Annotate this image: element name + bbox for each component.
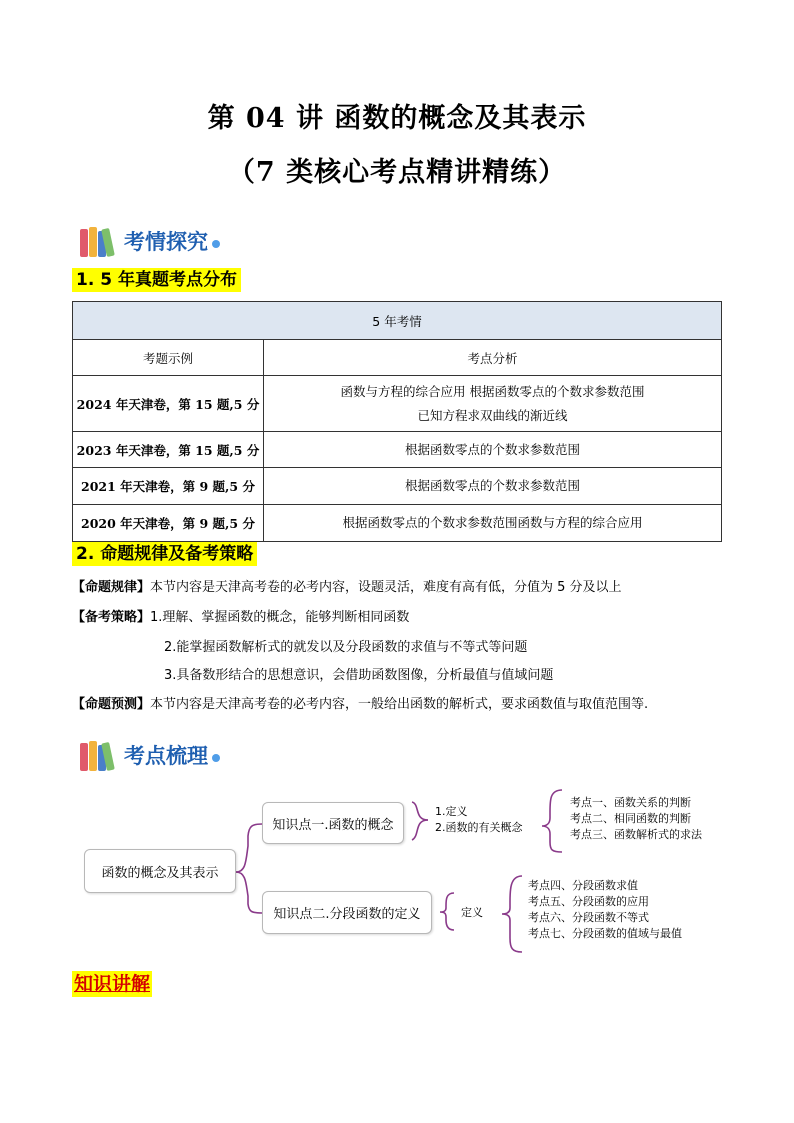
mindmap-leaf: 考点一、函数关系的判断 bbox=[570, 796, 691, 809]
bracket-b2-leaves bbox=[502, 876, 522, 952]
bracket-root-top bbox=[236, 824, 262, 872]
row-analysis: 根据函数零点的个数求参数范围 bbox=[264, 468, 722, 505]
row-example: 2023 年天津卷，第 15 题,5 分 bbox=[73, 432, 264, 468]
mindmap-leaf: 考点五、分段函数的应用 bbox=[528, 895, 649, 908]
analysis-line: 已知方程求双曲线的渐近线 bbox=[417, 407, 568, 423]
strategy-item-3: 3.具备数形结合的思想意识，会借助函数图像，分析最值与值域问题 bbox=[164, 668, 554, 683]
mindmap-branch-2: 知识点二.分段函数的定义 bbox=[262, 891, 432, 934]
strategy-item-2: 2.能掌握函数解析式的就发以及分段函数的求值与不等式等问题 bbox=[164, 640, 528, 655]
predict-label: 【命题预测】 bbox=[72, 697, 151, 712]
mindmap-leaf: 考点二、相同函数的判断 bbox=[570, 812, 691, 825]
row-analysis: 根据函数零点的个数求参数范围函数与方程的综合应用 bbox=[264, 505, 722, 542]
bracket-b1 bbox=[412, 820, 428, 840]
banner-label: 考情探究 bbox=[124, 230, 208, 254]
mindmap-sub: 定义 bbox=[461, 906, 483, 919]
page-subtitle: （7 类核心考点精讲精练） bbox=[227, 157, 567, 188]
analysis-line: 函数与方程的综合应用 根据函数零点的个数求参数范围 bbox=[340, 383, 645, 399]
mindmap-sub: 2.函数的有关概念 bbox=[435, 821, 523, 834]
row-analysis: 根据函数零点的个数求参数范围 bbox=[264, 432, 722, 468]
bracket-b2 bbox=[440, 893, 454, 930]
mindmap-leaf: 考点四、分段函数求值 bbox=[528, 879, 638, 892]
mindmap-sub: 1.定义 bbox=[435, 805, 468, 818]
row-example: 2020 年天津卷，第 9 题,5 分 bbox=[73, 505, 264, 542]
rule-text: 本节内容是天津高考卷的必考内容，设题灵活，难度有高有低，分值为 5 分及以上 bbox=[150, 580, 622, 595]
predict-text: 本节内容是天津高考卷的必考内容，一般给出函数的解析式，要求函数值与取值范围等. bbox=[150, 697, 649, 712]
knowledge-heading: 知识讲解 bbox=[74, 973, 151, 995]
bracket-root-bottom bbox=[236, 872, 262, 913]
mindmap-branch-1: 知识点一.函数的概念 bbox=[262, 802, 404, 844]
rule-label: 【命题规律】 bbox=[72, 580, 151, 595]
table-header: 5 年考情 bbox=[73, 302, 722, 340]
mindmap-leaf: 考点三、函数解析式的求法 bbox=[570, 828, 702, 841]
section-heading-1: 1. 5 年真题考点分布 bbox=[72, 268, 241, 292]
row-example: 2024 年天津卷，第 15 题,5 分 bbox=[73, 376, 264, 432]
mindmap-leaf: 考点七、分段函数的值域与最值 bbox=[528, 927, 682, 940]
column-header-example: 考题示例 bbox=[73, 340, 264, 376]
row-example: 2021 年天津卷，第 9 题,5 分 bbox=[73, 468, 264, 505]
column-header-analysis: 考点分析 bbox=[264, 340, 722, 376]
bracket-b1-leaves bbox=[542, 790, 562, 852]
page-title: 第 04 讲 函数的概念及其表示 bbox=[207, 103, 587, 134]
strategy-item-1: 1.理解、掌握函数的概念，能够判断相同函数 bbox=[150, 610, 410, 625]
mindmap-root: 函数的概念及其表示 bbox=[84, 849, 236, 893]
bracket-b1 bbox=[412, 802, 428, 820]
banner-label: 考点梳理 bbox=[124, 744, 208, 768]
section-heading-2: 2. 命题规律及备考策略 bbox=[72, 542, 257, 566]
mindmap-leaf: 考点六、分段函数不等式 bbox=[528, 911, 649, 924]
strategy-label: 【备考策略】 bbox=[72, 610, 151, 625]
